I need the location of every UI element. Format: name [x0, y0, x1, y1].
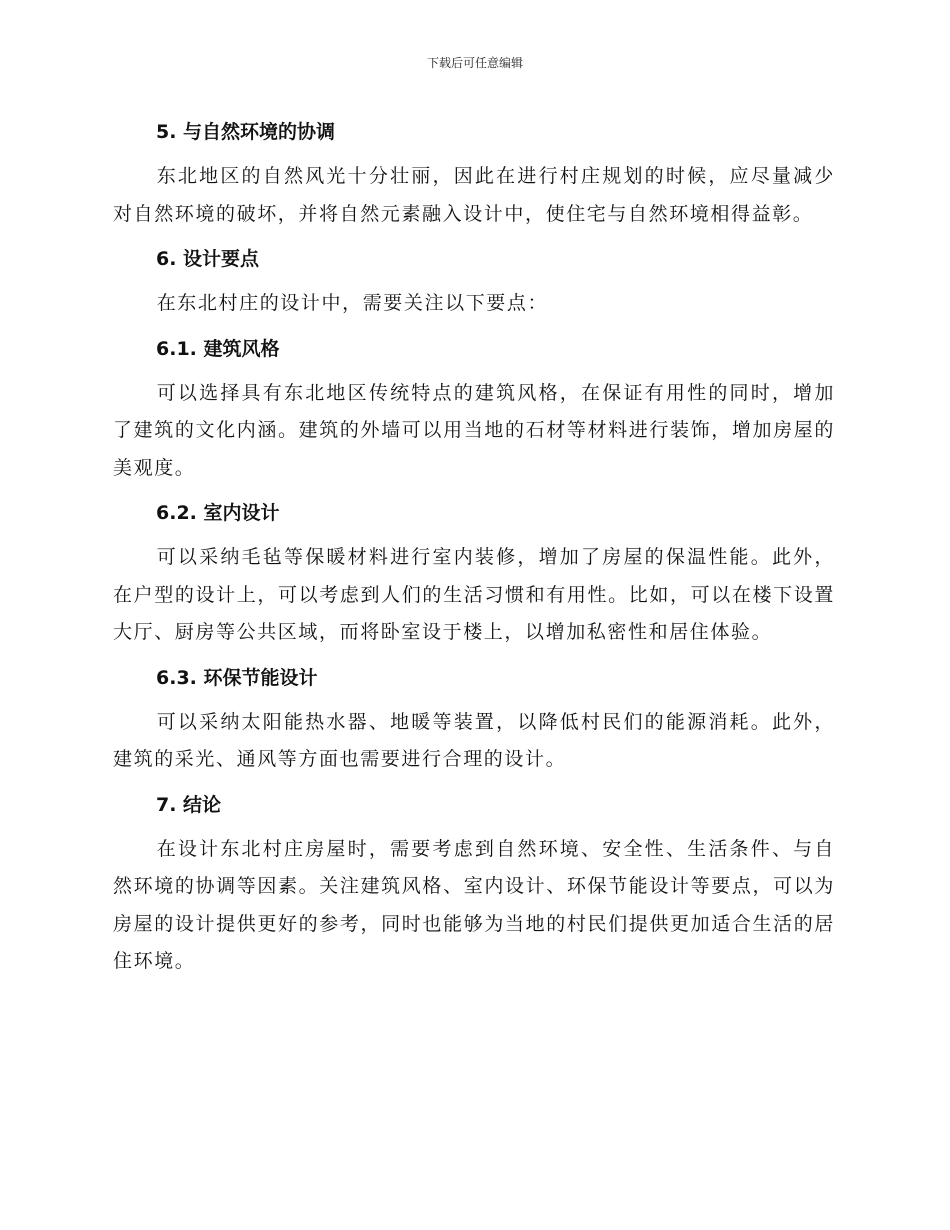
section-paragraph: 在设计东北村庄房屋时，需要考虑到自然环境、安全性、生活条件、与自然环境的协调等因素。关注建筑风格、室内设计、环保节能设计等要点，可以为房屋的设计提供更好的参考，同时也能够为当地的村民们提供更加适合生活的居住环境。: [113, 837, 835, 972]
section-6: [113, 245, 835, 323]
section-paragraph: 在东北村庄的设计中，需要关注以下要点：: [156, 292, 549, 314]
section-paragraph: 可以选择具有东北地区传统特点的建筑风格，在保证有用性的同时，增加了建筑的文化内涵。建筑的外墙可以用当地的石材等材料进行装饰，增加房屋的美观度。: [113, 381, 835, 479]
section-6-3: [113, 664, 835, 779]
page-header: 下载后可任意编辑: [426, 56, 523, 70]
document-body: [113, 106, 835, 981]
section-7: [113, 791, 835, 981]
section-paragraph: 东北地区的自然风光十分壮丽，因此在进行村庄规划的时候，应尽量减少对自然环境的破坏，并将自然元素融入设计中，使住宅与自然环境相得益彰。: [113, 165, 835, 225]
section-heading: 5. 与自然环境的协调: [156, 121, 336, 143]
section-heading: 6.1. 建筑风格: [156, 337, 280, 360]
section-6-2: [113, 499, 835, 652]
section-5: [113, 118, 835, 233]
section-heading: 6.2. 室内设计: [156, 502, 280, 524]
section-heading: 6. 设计要点: [156, 248, 260, 270]
section-heading: 6.3. 环保节能设计: [156, 666, 318, 689]
section-heading: 7. 结论: [156, 793, 222, 816]
section-6-1: [113, 335, 835, 488]
section-paragraph: 可以采纳太阳能热水器、地暖等装置，以降低村民们的能源消耗。此外，建筑的采光、通风等方面也需要进行合理的设计。: [113, 710, 835, 770]
section-paragraph: 可以采纳毛毡等保暖材料进行室内装修，增加了房屋的保温性能。此外，在户型的设计上，可以考虑到人们的生活习惯和有用性。比如，可以在楼下设置大厅、厨房等公共区域，而将卧室设于楼上，以增加私密性和居住体验。: [113, 546, 835, 643]
